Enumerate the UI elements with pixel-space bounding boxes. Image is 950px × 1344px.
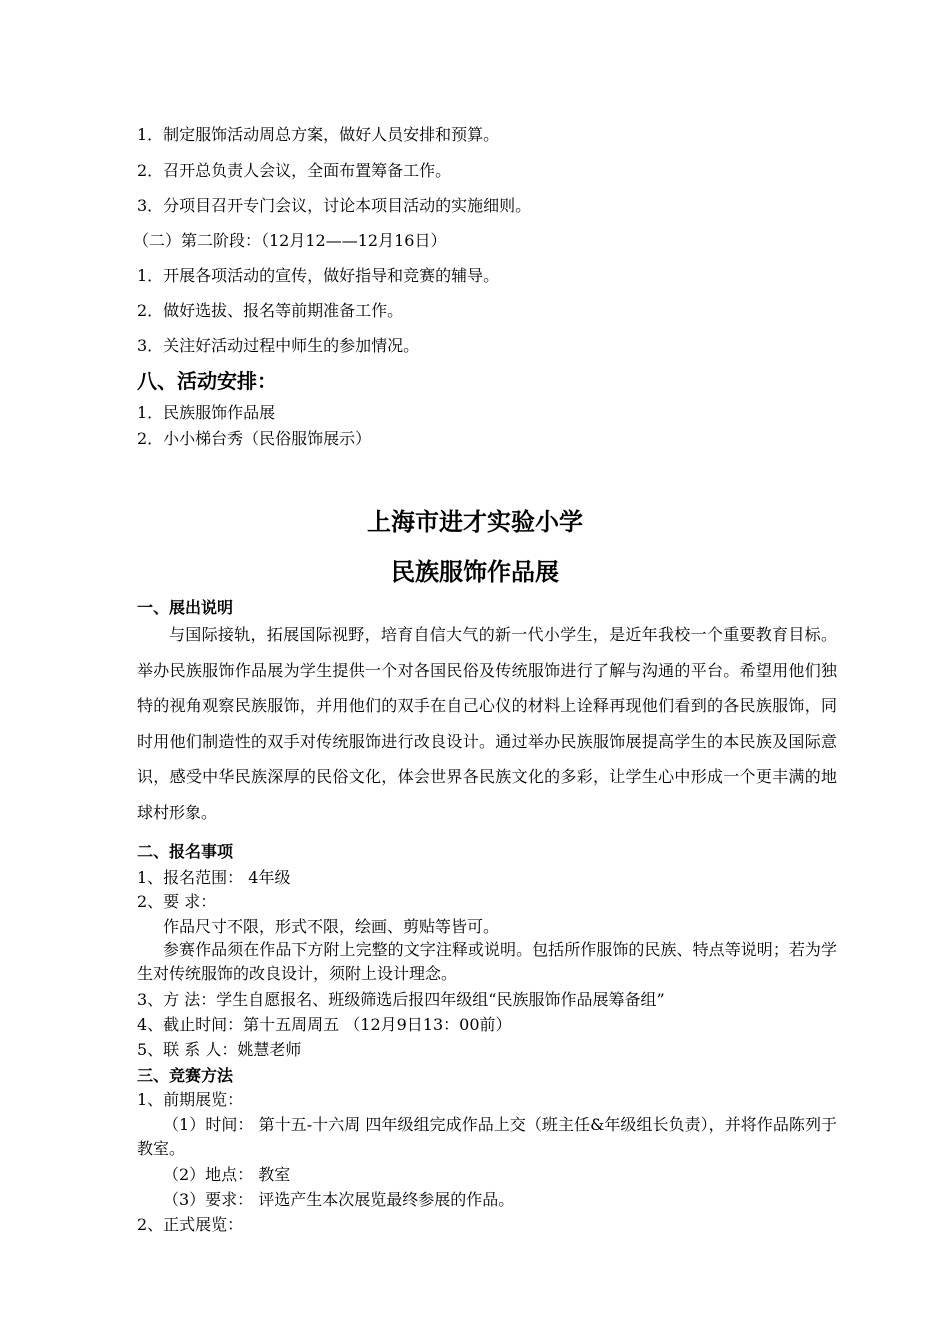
- phase1-item-2: 2．召开总负责人会议，全面布置筹备工作。: [137, 161, 452, 180]
- event-title: 民族服饰作品展: [391, 558, 559, 586]
- registration-deadline: 4、截止时间：第十五周周五 （12月9日13：00前）: [137, 1015, 512, 1034]
- preliminary-place: （2）地点： 教室: [163, 1165, 291, 1184]
- phase1-item-3: 3．分项目召开专门会议，讨论本项目活动的实施细则。: [137, 196, 532, 215]
- phase2-heading: （二）第二阶段：（12月12——12月16日）: [133, 231, 447, 250]
- preliminary-requirement: （3）要求： 评选产生本次展览最终参展的作品。: [163, 1190, 515, 1209]
- school-title: 上海市进才实验小学: [367, 508, 583, 536]
- preliminary-time: （1）时间： 第十五-十六周 四年级组完成作品上交（班主任&年级组长负责），并将作品陈列于 教室。: [137, 1115, 837, 1158]
- section-1-heading: 一、展出说明: [137, 598, 234, 617]
- section-3-heading: 三、竞赛方法: [137, 1066, 234, 1085]
- phase2-item-3: 3．关注好活动过程中师生的参加情况。: [137, 336, 420, 355]
- phase2-item-1: 1．开展各项活动的宣传，做好指导和竞赛的辅导。: [137, 266, 500, 285]
- section-8-heading: 八、活动安排：: [137, 369, 277, 393]
- section-2-heading: 二、报名事项: [137, 842, 234, 861]
- formal-exhibition: 2、正式展览：: [137, 1215, 244, 1234]
- registration-method: 3、方 法：学生自愿报名、班级筛选后报四年级组“民族服饰作品展筹备组”: [137, 990, 665, 1009]
- registration-contact: 5、联 系 人：姚慧老师: [137, 1040, 302, 1059]
- phase1-item-1: 1．制定服饰活动周总方案，做好人员安排和预算。: [137, 125, 500, 144]
- section-8-item-2: 2．小小梯台秀（民俗服饰展示）: [137, 429, 372, 448]
- section-8-item-1: 1．民族服饰作品展: [137, 403, 276, 422]
- registration-range: 1、报名范围： 4年级: [137, 868, 291, 887]
- phase2-item-2: 2．做好选拔、报名等前期准备工作。: [137, 301, 404, 320]
- section-1-paragraph: 与国际接轨，拓展国际视野，培育自信大气的新一代小学生，是近年我校一个重要教育目标。举办民族服饰作品展为学生提供一个对各国民俗及传统服饰进行了解与沟通的平台。希望用他们独特的视角观察民族服饰，并用他们的双手在自己心仪的材料上诠释再现他们看到的各民族服饰，同时用他们制造性的双手对传统服饰进行改良设计。通过举办民族服饰展提高学生的本民族及国际意识，感受中华民族深厚的民俗文化，体会世界各民族文化的多彩，让学生心中形成一个更丰满的地球村形象。: [137, 625, 837, 822]
- requirements-label: 2、要 求：: [137, 892, 217, 911]
- requirements-paragraph: 参赛作品须在作品下方附上完整的文字注释或说明。包括所作服饰的民族、特点等说明；若为学生对传统服饰的改良设计，须附上设计理念。: [137, 940, 837, 983]
- preliminary-exhibition: 1、前期展览：: [137, 1090, 244, 1109]
- requirements-line: 作品尺寸不限，形式不限，绘画、剪贴等皆可。: [163, 917, 500, 936]
